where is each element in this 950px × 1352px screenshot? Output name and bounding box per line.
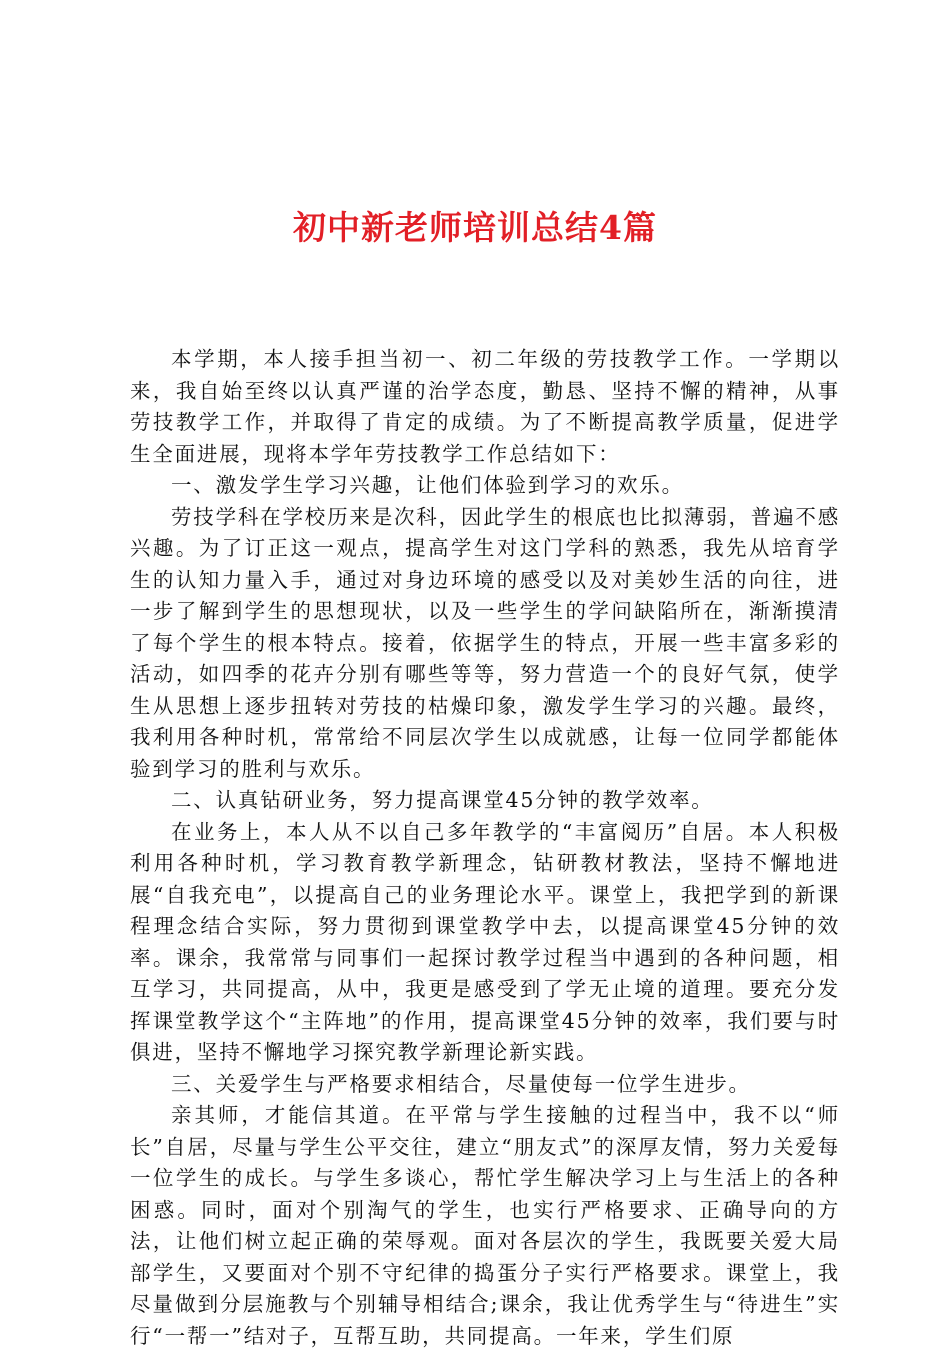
document-body [130,344,840,1352]
section-heading-1: 一、激发学生学习兴趣，让他们体验到学习的欢乐。 [171,473,684,497]
paragraph-section-3: 亲其师，才能信其道。在平常与学生接触的过程当中，我不以“师长”自居，尽量与学生公平交往，建立“朋友式”的深厚友情，努力关爱每一位学生的成长。与学生多谈心，帮忙学生解决学习上与生活上的各种困惑。同时，面对个别淘气的学生，也实行严格要求、正确导向的方法，让他们树立起正确的荣辱观。面对各层次的学生，我既要关爱大局部学生，又要面对个别不守纪律的捣蛋分子实行严格要求。课堂上，我尽量做到分层施教与个别辅导相结合;课余，我让优秀学生与“待进生”实行“一帮一”结对子，互帮互助，共同提高。一年来，学生们原 [130,1103,840,1348]
paragraph-section-2: 在业务上，本人从不以自己多年教学的“丰富阅历”自居。本人积极利用各种时机，学习教育教学新理念，钻研教材教法，坚持不懈地进展“自我充电”，以提高自己的业务理论水平。课堂上，我把学到的新课程理念结合实际，努力贯彻到课堂教学中去，以提高课堂45分钟的效率。课余，我常常与同事们一起探讨教学过程当中遇到的各种问题，相互学习，共同提高，从中，我更是感受到了学无止境的道理。要充分发挥课堂教学这个“主阵地”的作用，提高课堂45分钟的效率，我们要与时俱进，坚持不懈地学习探究教学新理论新实践。 [130,819,840,1064]
paragraph-intro: 本学期，本人接手担当初一、初二年级的劳技教学工作。一学期以来，我自始至终以认真严谨的治学态度，勤恳、坚持不懈的精神，从事劳技教学工作，并取得了肯定的成绩。为了不断提高教学质量，促进学生全面进展，现将本学年劳技教学工作总结如下： [130,347,840,466]
document-title: 初中新老师培训总结4篇 [293,208,657,247]
paragraph-section-1: 劳技学科在学校历来是次科，因此学生的根底也比拟薄弱，普遍不感兴趣。为了订正这一观点，提高学生对这门学科的熟悉，我先从培育学生的认知力量入手，通过对身边环境的感受以及对美妙生活的向往，进一步了解到学生的思想现状，以及一些学生的学问缺陷所在，渐渐摸清了每个学生的根本特点。接着，依据学生的特点，开展一些丰富多彩的活动，如四季的花卉分别有哪些等等，努力营造一个的良好气氛，使学生从思想上逐步扭转对劳技的枯燥印象，激发学生学习的兴趣。最终，我利用各种时机，常常给不同层次学生以成就感，让每一位同学都能体验到学习的胜利与欢乐。 [130,504,840,781]
section-heading-3: 三、关爱学生与严格要求相结合，尽量使每一位学生进步。 [171,1071,751,1096]
section-heading-2: 二、认真钻研业务，努力提高课堂45分钟的教学效率。 [171,788,714,812]
